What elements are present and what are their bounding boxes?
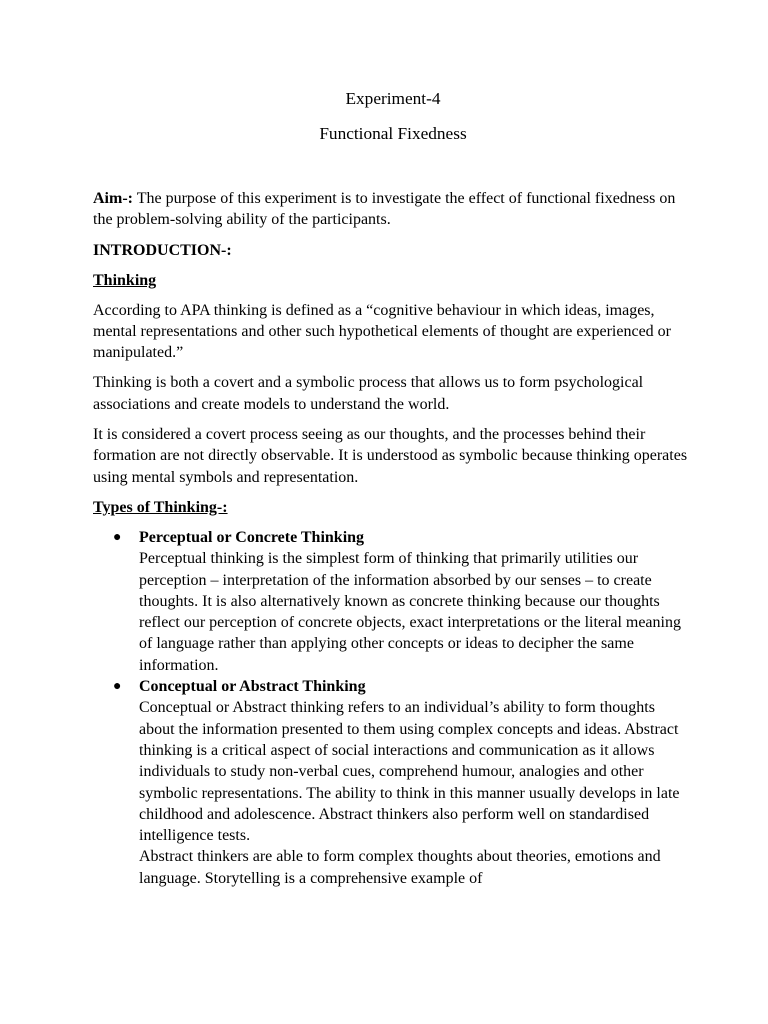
types-list	[93, 527, 693, 889]
thinking-paragraph-2: Thinking is both a covert and a symbolic process that allows us to form psychological associations and create models to understand the world.	[93, 374, 644, 413]
bullet-icon: ●	[113, 679, 122, 695]
document-title: Experiment-4	[345, 89, 441, 108]
list-item-title: Conceptual or Abstract Thinking	[139, 678, 366, 696]
bullet-icon: ●	[113, 529, 122, 545]
thinking-paragraph-1: According to APA thinking is defined as a “cognitive behaviour in which ideas, images, mental representations and other such hypothetical elements of thought are experienced or manipulated.”	[93, 301, 672, 362]
document-subtitle: Functional Fixedness	[319, 124, 467, 143]
introduction-heading: INTRODUCTION-:	[93, 241, 232, 259]
aim-paragraph	[93, 188, 693, 231]
aim-label: Aim-:	[93, 190, 133, 207]
list-item	[93, 676, 693, 889]
document-page	[93, 88, 693, 889]
thinking-heading: Thinking	[93, 271, 157, 289]
list-item-text: Conceptual or Abstract thinking refers to an individual’s ability to form thoughts about the information presented to them using complex concepts and ideas. Abstract thinking is a critical aspect of social interactions and communication as it allows individuals to study non-verbal cues, comprehend humour, analogies and other symbolic representations. The ability to think in this manner usually develops in late childhood and adolescence. Abstract thinkers also perform well on standardised intelligence tests.	[139, 699, 680, 845]
list-item-text: Perceptual thinking is the simplest form of thinking that primarily utilities our perception – interpretation of the information absorbed by our senses – to create thoughts. It is also alternatively known as concrete thinking because our thoughts reflect our perception of concrete objects, exact interpretations or the literal meaning of language rather than applying other concepts or ideas to decipher the same information.	[139, 550, 681, 674]
list-item-text-continued: Abstract thinkers are able to form complex thoughts about theories, emotions and language. Storytelling is a comprehensive example of	[139, 848, 661, 887]
aim-text: The purpose of this experiment is to investigate the effect of functional fixedness on the problem-solving ability of the participants.	[93, 190, 676, 229]
types-of-thinking-heading: Types of Thinking-:	[93, 498, 228, 516]
thinking-paragraph-3: It is considered a covert process seeing as our thoughts, and the processes behind their formation are not directly observable. It is understood as symbolic because thinking operates using mental symbols and representation.	[93, 426, 688, 486]
list-item-title: Perceptual or Concrete Thinking	[139, 528, 365, 546]
list-item	[93, 527, 693, 676]
